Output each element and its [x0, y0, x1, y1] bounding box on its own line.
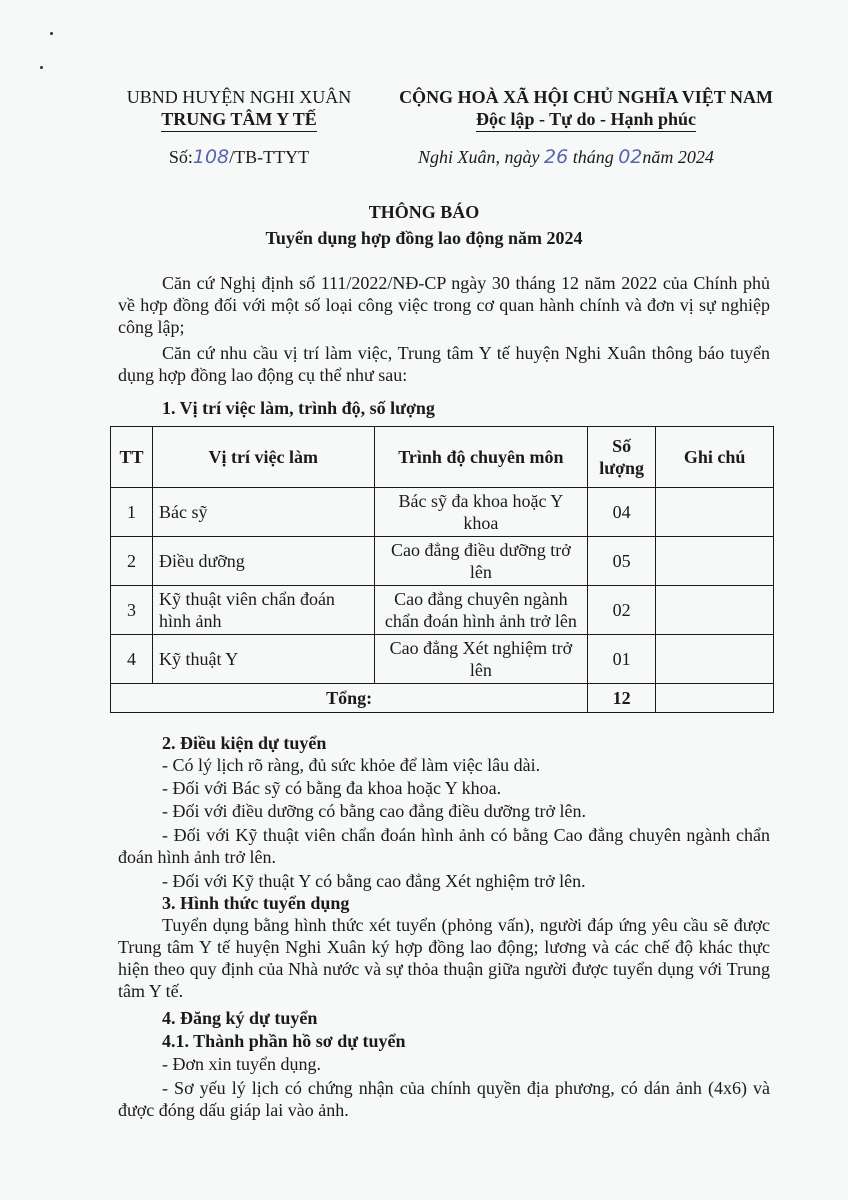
date-place: Nghi Xuân, ngày [418, 147, 540, 167]
cell-quantity: 02 [588, 586, 656, 635]
cell-quantity: 01 [588, 635, 656, 684]
col-header-note: Ghi chú [656, 427, 774, 488]
date-day-handwritten: 26 [544, 146, 569, 168]
cell-quantity: 05 [588, 537, 656, 586]
condition-item: - Đối với Bác sỹ có bằng đa khoa hoặc Y khoa. [162, 778, 502, 798]
scan-speck [40, 66, 43, 69]
col-header-position: Vị trí việc làm [152, 427, 374, 488]
cell-position: Kỹ thuật viên chẩn đoán hình ảnh [152, 586, 374, 635]
document-date [418, 146, 758, 168]
national-motto: Độc lập - Tự do - Hạnh phúc [476, 108, 696, 132]
cell-position: Kỹ thuật Y [152, 635, 374, 684]
total-label: Tổng: [111, 684, 588, 713]
table-row [111, 586, 774, 635]
cell-position: Điều dưỡng [152, 537, 374, 586]
total-value: 12 [588, 684, 656, 713]
date-year: năm 2024 [642, 147, 714, 167]
condition-item: - Đối với Kỹ thuật viên chẩn đoán hình ảnh có bằng Cao đẳng chuyên ngành chẩn đoán hình ảnh trở lên. [118, 825, 770, 867]
cell-note [656, 488, 774, 537]
org-line1: UBND HUYỆN NGHI XUÂN [126, 87, 352, 107]
cell-note [656, 537, 774, 586]
col-header-quantity: Số lượng [588, 427, 656, 488]
cell-tt: 3 [111, 586, 153, 635]
positions-table [110, 426, 774, 713]
cell-qualification: Cao đẳng Xét nghiệm trở lên [374, 635, 588, 684]
table-header-row [111, 427, 774, 488]
total-note [656, 684, 774, 713]
section-2-heading: 2. Điều kiện dự tuyển [162, 733, 327, 753]
cell-tt: 2 [111, 537, 153, 586]
table-row [111, 537, 774, 586]
cell-position: Bác sỹ [152, 488, 374, 537]
issuing-authority [108, 86, 370, 132]
intro-paragraph-1: Căn cứ Nghị định số 111/2022/NĐ-CP ngày 30 tháng 12 năm 2022 của Chính phủ về hợp đồng đối với một số loại công việc trong cơ quan hành chính và đơn vị sự nghiệp công lập; [118, 273, 770, 337]
cell-qualification: Cao đẳng chuyên ngành chẩn đoán hình ảnh trở lên [374, 586, 588, 635]
section-4-heading: 4. Đăng ký dự tuyển [162, 1008, 318, 1028]
document-title: THÔNG BÁO [368, 202, 480, 222]
dossier-item: - Đơn xin tuyển dụng. [162, 1054, 322, 1074]
date-month-handwritten: 02 [618, 146, 643, 168]
doc-no-prefix: Số: [168, 147, 193, 167]
cell-note [656, 635, 774, 684]
condition-item: - Đối với Kỹ thuật Y có bằng cao đẳng Xét nghiệm trở lên. [162, 871, 586, 891]
table-total-row [111, 684, 774, 713]
doc-no-handwritten: 108 [192, 146, 230, 168]
cell-note [656, 586, 774, 635]
document-number [108, 146, 370, 168]
date-month-label: tháng [572, 147, 614, 167]
country-name: CỘNG HOÀ XÃ HỘI CHỦ NGHĨA VIỆT NAM [399, 87, 773, 107]
condition-item: - Có lý lịch rõ ràng, đủ sức khỏe để làm việc lâu dài. [162, 755, 541, 775]
table-row [111, 488, 774, 537]
intro-paragraph-2: Căn cứ nhu cầu vị trí làm việc, Trung tâm Y tế huyện Nghi Xuân thông báo tuyển dụng hợp đồng lao động cụ thể như sau: [118, 343, 770, 385]
cell-qualification: Cao đẳng điều dưỡng trở lên [374, 537, 588, 586]
org-line2: TRUNG TÂM Y TẾ [161, 108, 317, 132]
cell-qualification: Bác sỹ đa khoa hoặc Y khoa [374, 488, 588, 537]
national-title [378, 86, 794, 132]
dossier-item: - Sơ yếu lý lịch có chứng nhận của chính quyền địa phương, có dán ảnh (4x6) và được đóng dấu giáp lai vào ảnh. [118, 1078, 770, 1120]
document-subtitle: Tuyển dụng hợp đồng lao động năm 2024 [265, 228, 583, 248]
scan-speck [50, 32, 53, 35]
col-header-qualification: Trình độ chuyên môn [374, 427, 588, 488]
col-header-tt: TT [111, 427, 153, 488]
table-row [111, 635, 774, 684]
doc-no-suffix: /TB-TTYT [229, 147, 310, 167]
section-3-heading: 3. Hình thức tuyển dụng [162, 893, 350, 913]
section-4-1-heading: 4.1. Thành phần hồ sơ dự tuyển [162, 1031, 406, 1051]
section-3-text: Tuyển dụng bằng hình thức xét tuyển (phỏng vấn), người đáp ứng yêu cầu sẽ được Trung tâm Y tế huyện Nghi Xuân ký hợp đồng lao động; lương và các chế độ khác thực hiện theo quy định của Nhà nước và sự thỏa thuận giữa người được tuyển dụng với Trung tâm Y tế. [118, 915, 770, 1001]
cell-tt: 1 [111, 488, 153, 537]
cell-quantity: 04 [588, 488, 656, 537]
section-1-heading: 1. Vị trí việc làm, trình độ, số lượng [162, 398, 435, 418]
cell-tt: 4 [111, 635, 153, 684]
condition-item: - Đối với điều dưỡng có bằng cao đẳng điều dưỡng trở lên. [162, 801, 586, 821]
